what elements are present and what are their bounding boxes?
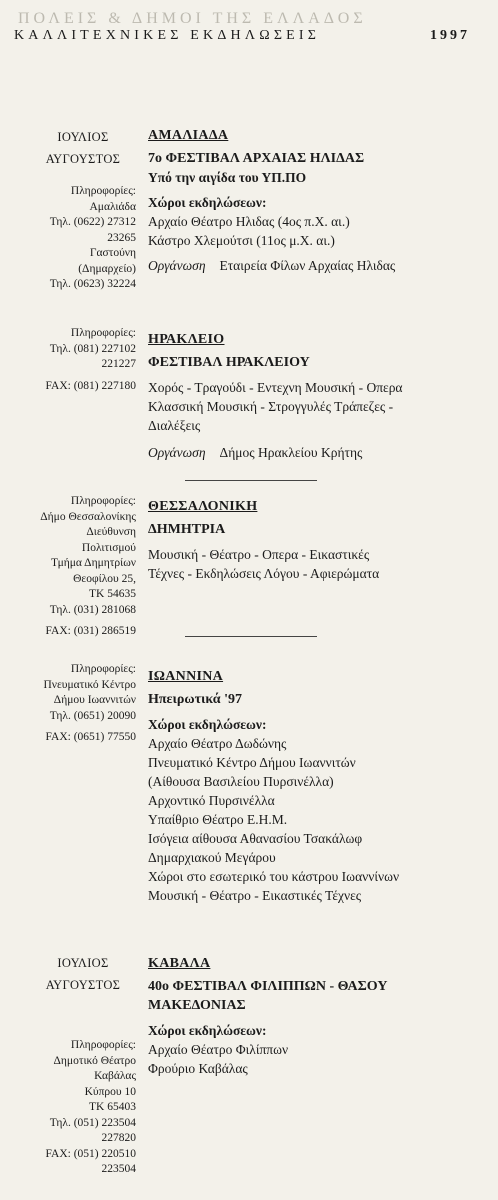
page-header (0, 10, 498, 58)
event-details (148, 330, 488, 462)
organizer-name: Δήμος Ηρακλείου Κρήτης (219, 445, 363, 460)
venues-heading: Χώροι εκδηλώσεων: (148, 717, 267, 732)
info-line: Τηλ. (0651) 20090 (49, 709, 136, 722)
venue-item: Αρχαίο Θέατρο Ηλιδας (4ος π.Χ. αι.) (148, 214, 350, 229)
festival-title: 7ο ΦΕΣΤΙΒΑΛ ΑΡΧΑΙΑΣ ΗΛΙΔΑΣ (148, 151, 365, 166)
info-line: Πληροφορίες: (70, 495, 136, 507)
festival-title: ΔΗΜΗΤΡΙΑ (148, 522, 226, 537)
info-line: Τηλ. (031) 281068 (49, 603, 136, 616)
info-block (0, 1038, 136, 1178)
info-block (0, 184, 136, 293)
info-block (0, 494, 136, 640)
venue-item: Υπαίθριο Θέατρο Ε.Η.Μ. (148, 812, 288, 827)
festival-title: Ηπειρωτικά '97 (148, 692, 242, 707)
venue-item: Αρχοντικό Πυρσινέλλα (148, 793, 275, 808)
info-line: ΤΚ 54635 (89, 588, 136, 600)
festival-title-line2: ΜΑΚΕΔΟΝΙΑΣ (148, 998, 246, 1013)
months (28, 126, 138, 170)
info-line: Πληροφορίες: (70, 663, 136, 675)
organizer-label: Οργάνωση (148, 258, 206, 273)
info-line: 223504 (101, 1163, 136, 1175)
festival-title: ΦΕΣΤΙΒΑΛ ΗΡΑΚΛΕΙΟΥ (148, 355, 310, 370)
info-line: Δήμο Θεσσαλονίκης (40, 510, 136, 523)
info-block (0, 662, 136, 746)
info-line: Τηλ. (0623) 32224 (49, 278, 136, 290)
venue-item: (Αίθουσα Βασιλείου Πυρσινέλλα) (148, 774, 334, 789)
organizer-label: Οργάνωση (148, 445, 206, 460)
info-line: FAX: (0651) 77550 (45, 731, 136, 743)
venue-item: Δημαρχιακού Μεγάρου (148, 850, 276, 865)
city-name: ΑΜΑΛΙΑΔΑ (148, 128, 229, 143)
info-line: Πνευματικό Κέντρο (43, 678, 136, 691)
venue-item: Αρχαίο Θέατρο Δωδώνης (148, 736, 287, 751)
info-line: FAX: (081) 227180 (45, 379, 136, 392)
event-details (148, 954, 488, 1078)
city-name: ΗΡΑΚΛΕΙΟ (148, 332, 225, 347)
info-line: Τηλ. (0622) 27312 (49, 216, 136, 228)
info-line: Κύπρου 10 (84, 1085, 136, 1098)
month-label: ΑΥΓΟΥΣΤΟΣ (45, 978, 121, 992)
organizer-line (148, 256, 488, 275)
info-line: Καβάλας (94, 1070, 136, 1082)
organizer-name: Εταιρεία Φίλων Αρχαίας Ηλιδας (219, 258, 396, 273)
month-label: ΙΟΥΛΙΟΣ (57, 956, 109, 970)
venue-item: Πνευματικό Κέντρο Δήμου Ιωαννιτών (148, 755, 356, 770)
month-label: ΙΟΥΛΙΟΣ (57, 130, 109, 144)
venues-heading: Χώροι εκδηλώσεων: (148, 195, 267, 210)
info-line: Αμαλιάδα (89, 200, 136, 213)
info-line: Δήμου Ιωαννιτών (53, 694, 136, 706)
program-line: Τέχνες - Εκδηλώσεις Λόγου - Αφιερώματα (148, 566, 380, 581)
program-line: Μουσική - Θέατρο - Οπερα - Εικαστικές (148, 547, 370, 562)
info-line: Δημοτικό Θέατρο (53, 1054, 136, 1067)
festival-title: 40ο ΦΕΣΤΙΒΑΛ ΦΙΛΙΠΠΩΝ - ΘΑΣΟΥ (148, 979, 388, 994)
header-ghost-text: ΠΟΛΕΙΣ & ΔΗΜΟΙ ΤΗΣ ΕΛΛΑΔΟΣ (18, 10, 367, 27)
event-details (148, 667, 488, 905)
info-line: FAX: (051) 220510 (45, 1147, 136, 1160)
city-name: ΚΑΒΑΛΑ (148, 956, 211, 971)
section-divider (185, 480, 317, 481)
info-line: Πληροφορίες: (70, 185, 136, 197)
event-details (148, 126, 488, 275)
info-line: Τηλ. (051) 223504 (49, 1116, 136, 1129)
info-block (0, 326, 136, 394)
section-divider (185, 636, 317, 637)
info-line: Τμήμα Δημητρίων (50, 557, 136, 569)
info-line: 221227 (101, 358, 136, 370)
city-name: ΙΩΑΝΝΙΝΑ (148, 669, 224, 684)
venue-item: Μουσική - Θέατρο - Εικαστικές Τέχνες (148, 888, 362, 903)
program-line: Κλασσική Μουσική - Στρογγυλές Τράπεζες - (148, 399, 394, 414)
info-line: 227820 (101, 1132, 136, 1144)
info-line: (Δημαρχείο) (78, 262, 136, 275)
months (28, 952, 138, 996)
event-details (148, 497, 488, 583)
venue-item: Ισόγεια αίθουσα Αθανασίου Τσακάλωφ (148, 831, 363, 846)
info-line: Θεοφίλου 25, (73, 572, 136, 585)
info-line: 23265 (107, 231, 136, 244)
venue-item: Αρχαίο Θέατρο Φιλίππων (148, 1042, 289, 1057)
month-label: ΑΥΓΟΥΣΤΟΣ (45, 152, 121, 166)
organizer-line (148, 443, 488, 462)
venue-item: Φρούριο Καβάλας (148, 1061, 248, 1076)
info-line: Διεύθυνση (86, 526, 136, 538)
info-line: Τηλ. (081) 227102 (49, 342, 136, 355)
info-line: ΤΚ 65403 (89, 1101, 136, 1113)
program-line: Χορός - Τραγούδι - Εντεχνη Μουσική - Οπερα (148, 380, 403, 395)
info-line: Πολιτισμού (81, 541, 136, 554)
header-title: ΚΑΛΛΙΤΕΧΝΙΚΕΣ ΕΚΔΗΛΩΣΕΙΣ (14, 28, 321, 43)
program-line: Διαλέξεις (148, 418, 201, 433)
header-year: 1997 (430, 28, 470, 43)
city-name: ΘΕΣΣΑΛΟΝΙΚΗ (148, 499, 258, 514)
info-line: FAX: (031) 286519 (45, 625, 136, 637)
venue-item: Χώροι στο εσωτερικό του κάστρου Ιωαννίνων (148, 869, 400, 884)
festival-subtitle: Υπό την αιγίδα του ΥΠ.ΠΟ (148, 170, 307, 185)
venues-heading: Χώροι εκδηλώσεων: (148, 1023, 267, 1038)
venue-item: Κάστρο Χλεμούτσι (11ος μ.Χ. αι.) (148, 233, 335, 248)
info-line: Πληροφορίες: (70, 1039, 136, 1051)
info-line: Πληροφορίες: (70, 327, 136, 339)
info-line: Γαστούνη (89, 247, 136, 259)
